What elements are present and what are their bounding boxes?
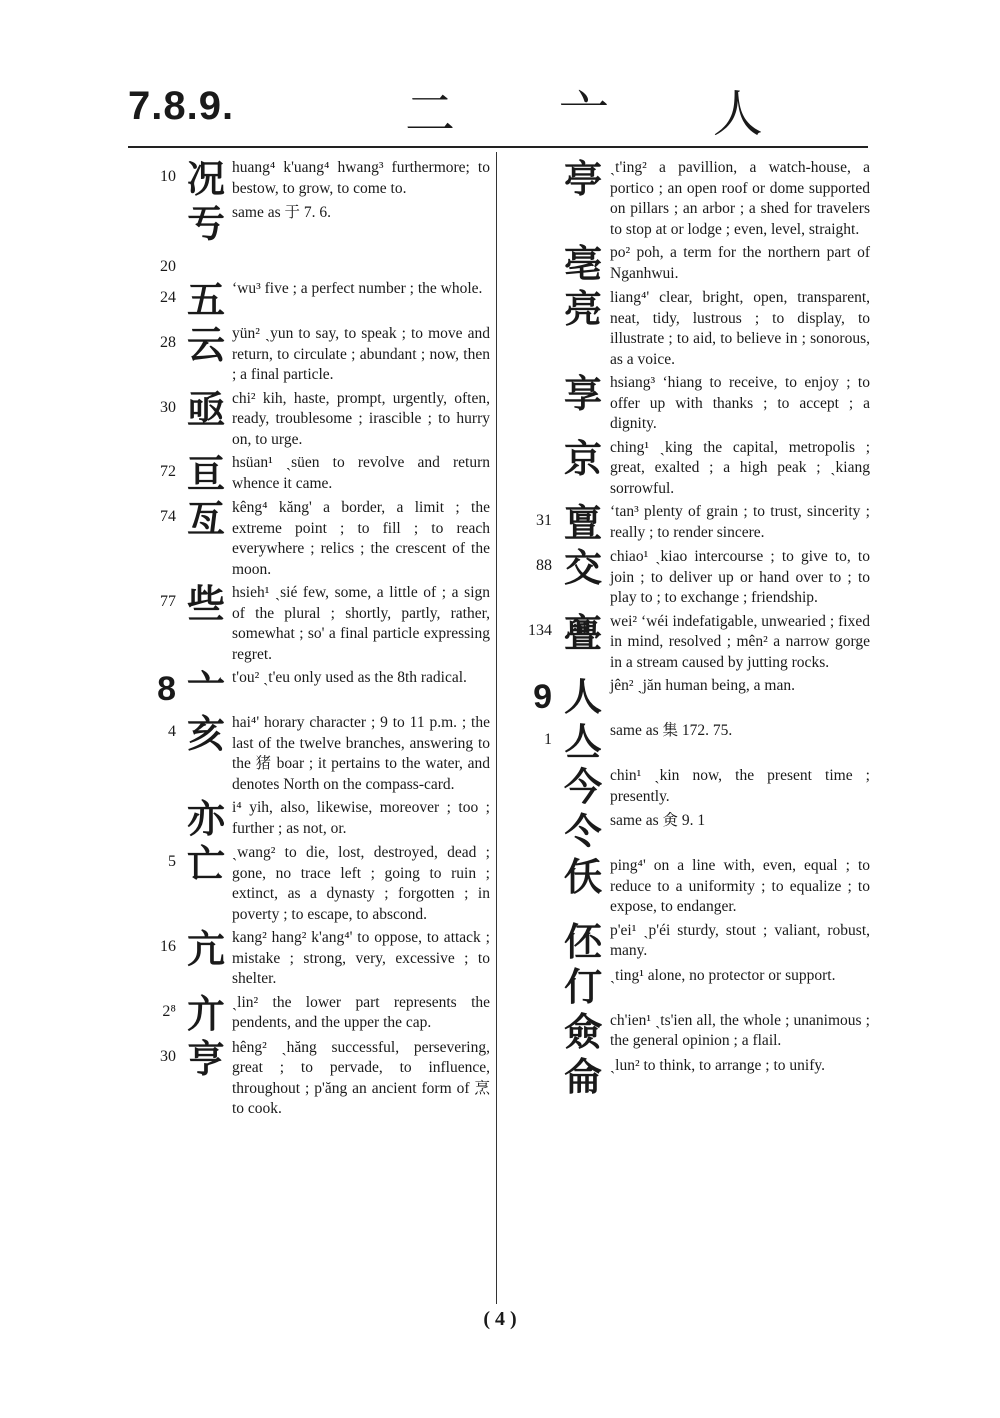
entry-number xyxy=(514,1011,556,1021)
entry-character: 人 xyxy=(563,675,602,719)
dictionary-entry xyxy=(514,966,870,1008)
dictionary-entry xyxy=(148,1038,490,1120)
dictionary-entry xyxy=(148,498,490,580)
entry-definition: same as 于 7. 6. xyxy=(232,204,332,221)
entry-definition: ˏt'ing² a pavillion, a watch-house, a portico ; an open roof or dome supported on pillars ; an arbor ; a shed for travelers to stop at or lodge ; even, level, straight. xyxy=(610,159,870,238)
entry-number: 5 xyxy=(168,853,176,870)
entry-definition: hêng² ˏhăng successful, persevering, great ; to pervade, to influence, throughout ; p'ăng an ancient form of 烹 to cook. xyxy=(232,1038,490,1117)
entry-definition: ching¹ ˏking the capital, metropolis ; great, exalted ; a high peak ; ˏkiang sorrowful. xyxy=(610,438,870,497)
entry-character: 亦 xyxy=(186,797,225,841)
dictionary-entry xyxy=(148,453,490,495)
entry-character: 些 xyxy=(186,582,225,626)
dictionary-entry xyxy=(514,856,870,918)
dictionary-entry xyxy=(514,1011,870,1053)
page-footer: ( 4 ) xyxy=(483,1308,517,1330)
entry-definition: same as 集 172. 75. xyxy=(610,722,733,739)
entry-character: 亨 xyxy=(186,1036,225,1081)
dictionary-entry xyxy=(514,158,870,240)
entry-character: 享 xyxy=(563,372,602,416)
dictionary-entry xyxy=(514,766,870,808)
entry-definition: chi² kih, haste, prompt, urgently, often, ready, troublesome ; irascible ; to hurry on, to urge. xyxy=(232,389,490,448)
entry-definition: chiao¹ ˏkiao intercourse ; to give to, to join ; to deliver up or hand over to ; to play to ; to exchange ; friendship. xyxy=(610,548,870,606)
entry-definition: i⁴ yih, also, likewise, moreover ; too ; further ; as not, or. xyxy=(232,799,490,837)
entry-character: 况 xyxy=(186,157,225,201)
dictionary-entry xyxy=(514,373,870,435)
entry-definition: ping⁴' on a line with, even, equal ; to reduce to a uniformity ; to equalize ; to expose, to endanger. xyxy=(610,857,870,915)
entry-definition: ʻwu³ five ; a perfect number ; the whole. xyxy=(232,280,483,297)
entry-definition: huang⁴ k'uang⁴ hwang³ furthermore; to bestow, to grow, to come to. xyxy=(232,159,490,197)
entry-definition: liang⁴' clear, bright, open, transparent, neat, tidy, lustrous ; to display, to illustrate ; to aid, to believe in ; sonorous, as a voice. xyxy=(610,289,870,368)
entry-character: 仃 xyxy=(563,964,602,1009)
entry-number: 10 xyxy=(160,168,176,185)
entry-definition: ˏwang² to die, lost, destroyed, dead ; gone, no trace left ; going to ruin ; extinct, as a dynasty ; forgotten ; in poverty ; to escape, to abscond. xyxy=(232,844,490,923)
entry-number: 16 xyxy=(160,938,176,955)
entry-number xyxy=(514,288,556,298)
entry-definition: chin¹ ˏkin now, the present time ; presently. xyxy=(610,767,870,805)
entry-character: 亥 xyxy=(186,712,225,756)
entry-definition: hsüan¹ ˏsüen to revolve and return whence it came. xyxy=(232,454,490,492)
entry-number: 74 xyxy=(160,508,176,525)
entry-character: 亡 xyxy=(186,842,225,886)
entry-definition: ch'ien¹ ˏts'ien all, the whole ; unanimous ; the general opinion ; a flail. xyxy=(610,1011,870,1049)
entry-character: 亟 xyxy=(186,387,225,432)
header-radicals: 二 亠 人 xyxy=(405,85,807,143)
entry-character: 亶 xyxy=(563,501,602,545)
entry-number: 2⁸ xyxy=(162,1002,176,1020)
entry-character: 京 xyxy=(563,436,602,481)
entry-number: 31 xyxy=(536,512,552,529)
entry-definition: same as 㑒 9. 1 xyxy=(610,812,706,829)
dictionary-entry xyxy=(148,843,490,925)
entry-character: 亭 xyxy=(563,157,602,201)
dictionary-entry xyxy=(148,324,490,386)
entry-character: 亘 xyxy=(186,452,225,496)
entry-number: 72 xyxy=(160,463,176,480)
entry-number xyxy=(514,438,556,448)
entry-character: 亹 xyxy=(563,610,602,655)
left-column xyxy=(148,158,490,1123)
dictionary-entry xyxy=(148,668,490,710)
entry-definition: kêng⁴ kăng' a border, a limit ; the extreme point ; to fill ; to reach everywhere ; relics ; the crescent of the moon. xyxy=(232,499,490,578)
radical-number: 8 xyxy=(157,670,176,708)
entry-number xyxy=(148,203,180,213)
entry-number xyxy=(514,921,556,931)
entry-number: 30 xyxy=(160,398,176,416)
dictionary-entry xyxy=(514,612,870,674)
entry-character: 今 xyxy=(563,765,602,809)
entry-definition: po² poh, a term for the northern part of Nganhwui. xyxy=(610,244,870,282)
section-number: 7.8.9. xyxy=(128,84,235,128)
dictionary-entry xyxy=(514,547,870,609)
entry-character: 亼 xyxy=(563,720,602,764)
entry-number xyxy=(514,373,556,383)
entry-definition: hai⁴' horary character ; 9 to 11 p.m. ; the last of the twelve branches, answering to the 猪 boar ; it pertains to the water, and denotes North on the compass-card. xyxy=(232,714,490,793)
dictionary-entry xyxy=(148,798,490,840)
entry-character: 亐 xyxy=(186,202,225,246)
entry-number xyxy=(148,798,180,808)
dictionary-entry xyxy=(148,928,490,990)
entry-character: 伾 xyxy=(563,919,602,964)
entry-number: 24 xyxy=(160,289,176,306)
dictionary-entry xyxy=(514,502,870,544)
entry-number: 1 xyxy=(544,731,552,748)
entry-character: 云 xyxy=(186,323,225,367)
dictionary-entry xyxy=(148,583,490,665)
entry-definition: jên² ˏjăn human being, a man. xyxy=(610,677,795,694)
dictionary-entry xyxy=(514,288,870,370)
entry-character: 亮 xyxy=(563,287,602,331)
dictionary-entry xyxy=(514,1056,870,1098)
entry-number: 20 xyxy=(160,258,176,275)
entry-character: 亢 xyxy=(186,927,225,971)
entry-number xyxy=(514,1056,556,1066)
dictionary-entry xyxy=(514,721,870,763)
entry-definition: ˏlun² to think, to arrange ; to unify. xyxy=(610,1056,826,1074)
dictionary-entry xyxy=(148,713,490,795)
entry-number: 4 xyxy=(168,723,176,740)
entry-definition: hsieh¹ ˏsié few, some, a little of ; a sign of the plural ; shortly, partly, rather, somewhat ; so' a final particle expressing regret. xyxy=(232,584,490,663)
entry-character: 仒 xyxy=(563,810,602,854)
dictionary-entry xyxy=(514,676,870,718)
dictionary-entry xyxy=(514,811,870,853)
entry-number xyxy=(514,766,556,776)
entry-character: 僉 xyxy=(563,1009,602,1054)
dictionary-entry xyxy=(514,438,870,500)
entry-number xyxy=(514,811,556,821)
entry-character: 亠 xyxy=(186,667,225,711)
entry-number: 134 xyxy=(528,621,552,639)
entry-definition: yün² ˏyun to say, to speak ; to move and return, to circulate ; abundant ; now, then ; a final particle. xyxy=(232,325,490,383)
entry-definition: ˏlin² the lower part represents the pendents, and the upper the cap. xyxy=(232,993,490,1031)
dictionary-entry xyxy=(514,921,870,963)
entry-character: 亣 xyxy=(186,991,225,1036)
entry-definition: t'ou² ˏt'eu only used as the 8th radical. xyxy=(232,669,467,686)
dictionary-entry xyxy=(148,389,490,451)
entry-character: 五 xyxy=(186,278,225,322)
entry-number: 30 xyxy=(160,1047,176,1065)
entry-number: 28 xyxy=(160,334,176,351)
column-divider xyxy=(496,152,497,1304)
right-column xyxy=(514,158,870,1101)
entry-number: 77 xyxy=(160,593,176,610)
entry-character: 仸 xyxy=(563,855,602,899)
dictionary-entry xyxy=(148,203,490,245)
entry-character: 亳 xyxy=(563,242,602,286)
dictionary-entry xyxy=(514,243,870,285)
entry-number xyxy=(514,158,556,168)
dictionary-entry xyxy=(148,158,490,200)
entry-definition: kang² hang² k'ang⁴' to oppose, to attack ; mistake ; strong, very, excessive ; to shelter. xyxy=(232,929,490,987)
entry-character: 交 xyxy=(563,546,602,590)
header-rule xyxy=(128,146,868,148)
entry-number xyxy=(514,966,556,976)
entry-definition: hsiang³ ʻhiang to receive, to enjoy ; to offer up with thanks ; to accept ; a dignity. xyxy=(610,374,870,432)
dictionary-entry xyxy=(148,279,490,321)
entry-number: 88 xyxy=(536,557,552,574)
dictionary-entry xyxy=(148,248,490,276)
entry-character: 亙 xyxy=(186,497,225,541)
entry-definition: p'ei¹ ˏp'éi sturdy, stout ; valiant, robust, many. xyxy=(610,921,870,959)
entry-definition: ʻtan³ plenty of grain ; to trust, sincerity ; really ; to render sincere. xyxy=(610,503,870,541)
entry-definition: wei² ʻwéi indefatigable, unwearied ; fixed in mind, resolved ; mên² a narrow gorge in a stream caused by jutting rocks. xyxy=(610,612,870,671)
radical-number: 9 xyxy=(533,678,552,716)
entry-definition: ˏting¹ alone, no protector or support. xyxy=(610,966,836,984)
dictionary-entry xyxy=(148,993,490,1035)
entry-number xyxy=(514,856,556,866)
entry-character: 侖 xyxy=(563,1054,602,1099)
entry-number xyxy=(514,243,556,253)
